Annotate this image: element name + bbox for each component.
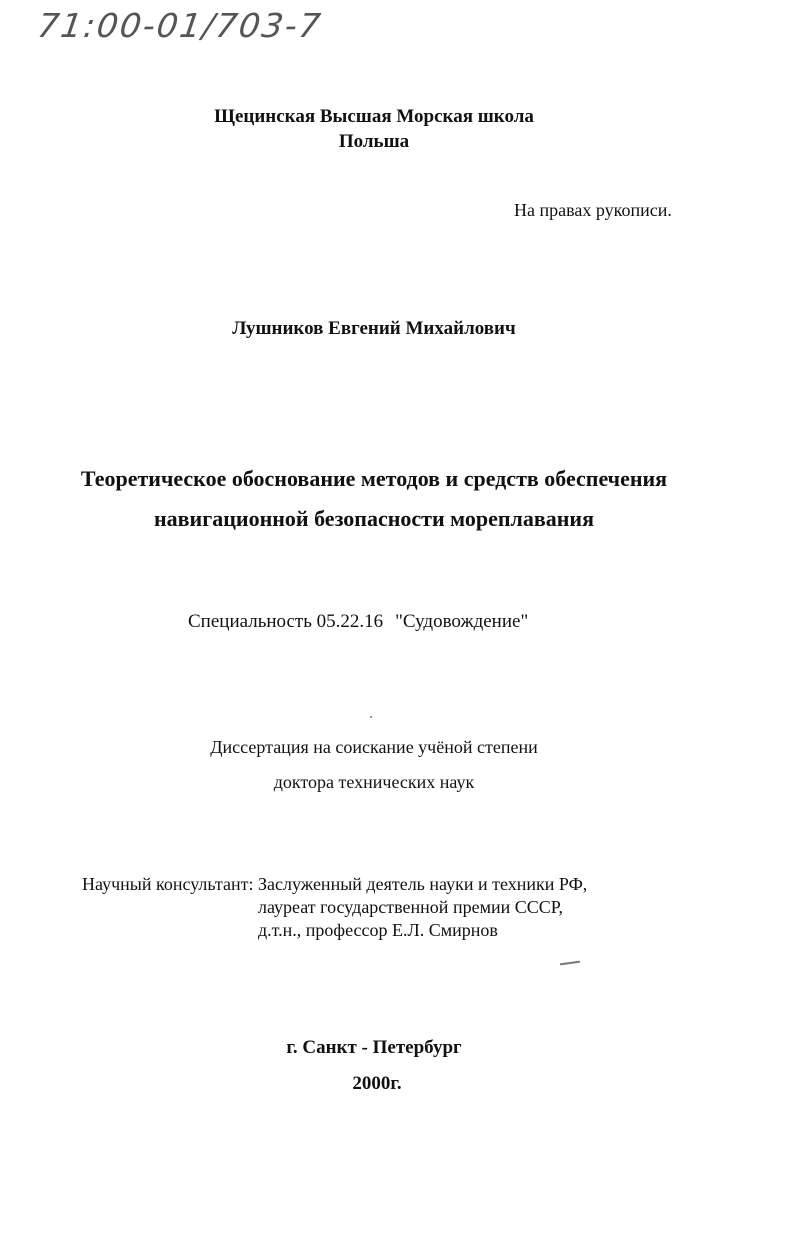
year: 2000г. [352, 1073, 402, 1094]
degree-line-2: доктора технических наук [273, 772, 475, 792]
author-name: Лушников Евгений Михайлович [232, 318, 516, 339]
specialty-name: "Судовождение" [395, 611, 529, 632]
dissertation-title [0, 459, 748, 539]
city: г. Санкт - Петербург [286, 1037, 462, 1058]
specialty-line [188, 611, 528, 633]
degree-block [0, 730, 748, 800]
consultant-line-3: д.т.н., профессор Е.Л. Смирнов [258, 920, 498, 940]
institution-name: Щецинская Высшая Морская школа [214, 106, 534, 127]
consultant-block [82, 873, 587, 942]
consultant-line-2: лауреат государственной премии СССР, [258, 897, 563, 917]
scan-dot-mark [370, 716, 372, 718]
specialty-code: Специальность 05.22.16 [188, 611, 384, 632]
title-line-1: Теоретическое обоснование методов и средств обеспечения [80, 466, 668, 491]
institution-block [0, 104, 748, 154]
institution-country: Польша [338, 131, 410, 152]
rights-note: На правах рукописи. [514, 200, 672, 220]
consultant-details [258, 873, 587, 942]
consultant-line-1: Заслуженный деятель науки и техники РФ, [258, 874, 588, 894]
degree-line-1: Диссертация на соискание учёной степени [210, 737, 538, 757]
archive-number-handwritten: 71:00-01/703-7 [35, 6, 325, 45]
title-line-2: навигационной безопасности мореплавания [154, 506, 594, 531]
signature-stroke [560, 961, 580, 966]
consultant-label: Научный консультант: [82, 874, 254, 894]
